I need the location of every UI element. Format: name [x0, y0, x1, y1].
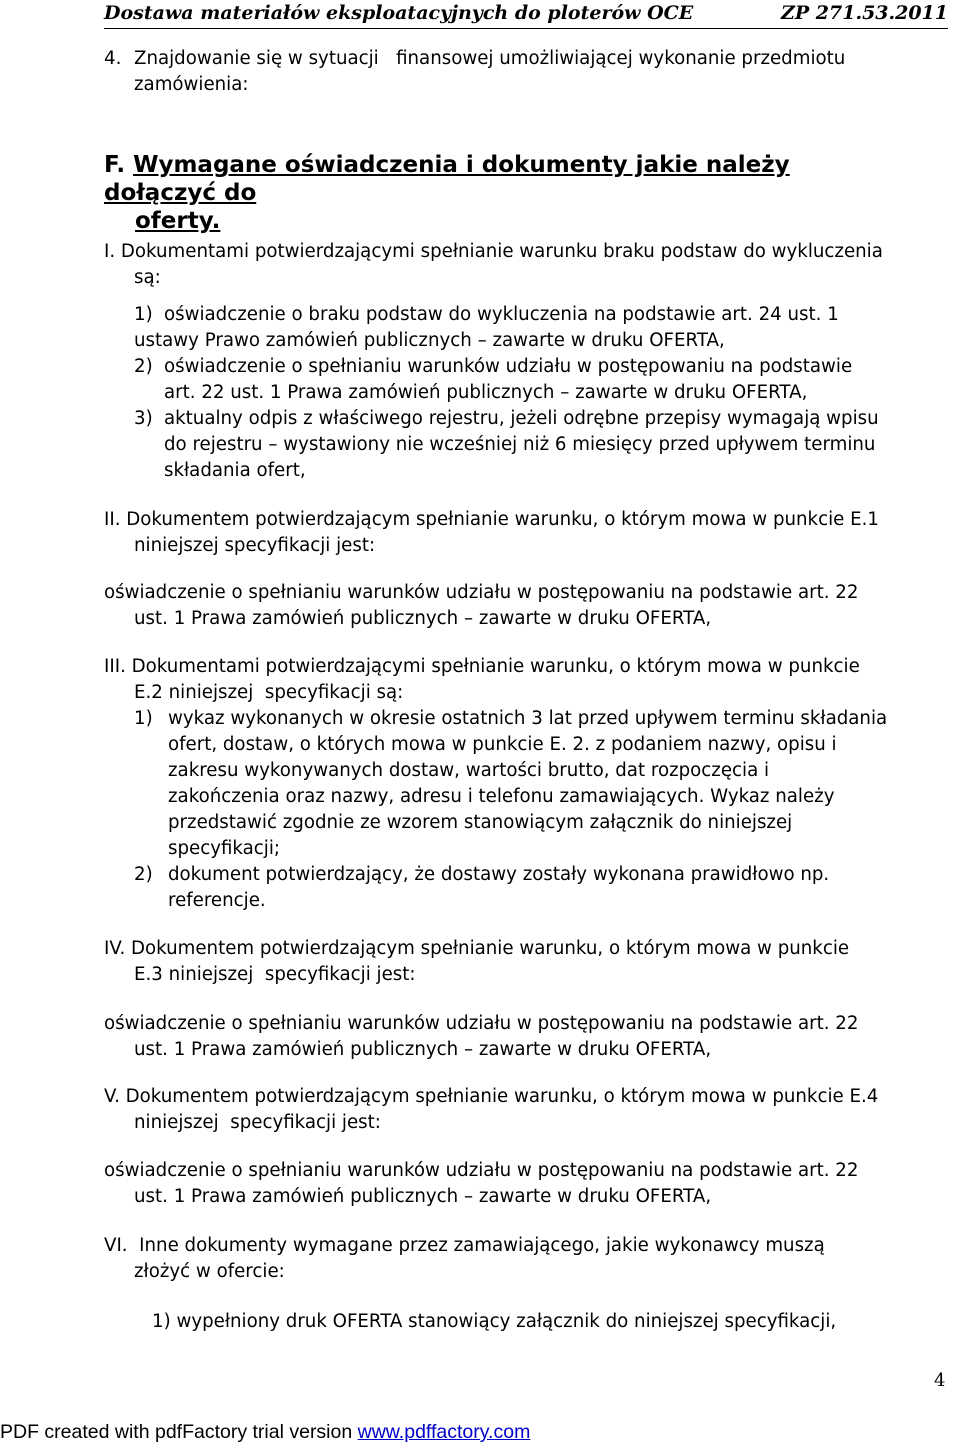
section-v-statement-line2: ust. 1 Prawa zamówień publicznych – zawarte w druku OFERTA,	[134, 1186, 712, 1207]
section-ii-statement-line2: ust. 1 Prawa zamówień publicznych – zawarte w druku OFERTA,	[134, 608, 712, 629]
section-i-item1-line2: ustawy Prawo zamówień publicznych – zawarte w druku OFERTA,	[134, 330, 725, 351]
section-f-line1: Wymagane oświadczenia i dokumenty jakie należy dołączyć do	[104, 152, 790, 206]
section-iii-item1-line2: ofert, dostaw, o których mowa w punkcie E. 2. z podaniem nazwy, opisu i	[168, 734, 837, 755]
section-ii-line1: II. Dokumentem potwierdzającym spełnianie warunku, o którym mowa w punkcie E.1	[104, 509, 879, 530]
section-i-item3-line2: do rejestru – wystawiony nie wcześniej niż 6 miesięcy przed upływem terminu	[164, 434, 876, 455]
section-f-label: F.	[104, 152, 126, 178]
header-reference: ZP 271.53.2011	[781, 2, 948, 24]
section-v-line1: V. Dokumentem potwierdzającym spełnianie warunku, o którym mowa w punkcie E.4	[104, 1086, 879, 1107]
section-iii-item1-line4: zakończenia oraz nazwy, adresu i telefonu zamawiających. Wykaz należy	[168, 786, 835, 807]
section-i-item3-line3: składania ofert,	[164, 460, 306, 481]
section-i-item3-line1: aktualny odpis z właściwego rejestru, jeżeli odrębne przepisy wymagają wpisu	[164, 408, 879, 429]
section-iii-line2: E.2 niniejszej specyfikacji są:	[134, 682, 404, 703]
footer-text: PDF created with pdfFactory trial version	[0, 1421, 358, 1443]
item-4-number: 4.	[104, 48, 122, 69]
section-f-line2: oferty.	[135, 208, 221, 234]
section-i-item3-number: 3)	[134, 408, 153, 429]
pdf-footer	[0, 1421, 530, 1444]
section-iii-item1-line1: wykaz wykonanych w okresie ostatnich 3 lat przed upływem terminu składania	[168, 708, 888, 729]
section-iv-statement-line2: ust. 1 Prawa zamówień publicznych – zawarte w druku OFERTA,	[134, 1039, 712, 1060]
page-number: 4	[934, 1370, 946, 1391]
section-vi-item1: 1) wypełniony druk OFERTA stanowiący załącznik do niniejszej specyfikacji,	[152, 1311, 837, 1332]
section-iv-line2: E.3 niniejszej specyfikacji jest:	[134, 964, 416, 985]
section-i-item1-number: 1)	[134, 304, 153, 325]
footer-link[interactable]: www.pdffactory.com	[357, 1421, 531, 1443]
section-ii-statement-line1: oświadczenie o spełnianiu warunków udziału w postępowaniu na podstawie art. 22	[104, 582, 859, 603]
section-i-item1-line1: oświadczenie o braku podstaw do wykluczenia na podstawie art. 24 ust. 1	[164, 304, 839, 325]
section-i-item2-line2: art. 22 ust. 1 Prawa zamówień publicznych – zawarte w druku OFERTA,	[164, 382, 808, 403]
section-iii-item2-line1: dokument potwierdzający, że dostawy zostały wykonana prawidłowo np.	[168, 864, 830, 885]
section-v-statement-line1: oświadczenie o spełnianiu warunków udziału w postępowaniu na podstawie art. 22	[104, 1160, 859, 1181]
section-iv-statement-line1: oświadczenie o spełnianiu warunków udziału w postępowaniu na podstawie art. 22	[104, 1013, 859, 1034]
header-title: Dostawa materiałów eksploatacyjnych do ploterów OCE	[104, 2, 694, 24]
section-iii-item1-line6: specyfikacji;	[168, 838, 281, 859]
section-vi-line2: złożyć w ofercie:	[134, 1261, 285, 1282]
document-header	[104, 2, 948, 29]
item-4-line1: Znajdowanie się w sytuacji finansowej umożliwiającej wykonanie przedmiotu	[134, 48, 846, 69]
section-f-title	[104, 151, 874, 235]
section-i-item2-number: 2)	[134, 356, 153, 377]
section-i-line2: są:	[134, 267, 161, 288]
section-i-item2-line1: oświadczenie o spełnianiu warunków udziału w postępowaniu na podstawie	[164, 356, 853, 377]
section-v-line2: niniejszej specyfikacji jest:	[134, 1112, 381, 1133]
section-iii-item1-number: 1)	[134, 708, 153, 729]
section-iii-item1-line5: przedstawić zgodnie ze wzorem stanowiącym załącznik do niniejszej	[168, 812, 793, 833]
section-iii-item2-line2: referencje.	[168, 890, 266, 911]
item-4-line2: zamówienia:	[134, 74, 249, 95]
section-iii-line1: III. Dokumentami potwierdzającymi spełnianie warunku, o którym mowa w punkcie	[104, 656, 860, 677]
section-iv-line1: IV. Dokumentem potwierdzającym spełnianie warunku, o którym mowa w punkcie	[104, 938, 850, 959]
section-ii-line2: niniejszej specyfikacji jest:	[134, 535, 376, 556]
section-vi-line1: VI. Inne dokumenty wymagane przez zamawiającego, jakie wykonawcy muszą	[104, 1235, 825, 1256]
section-iii-item2-number: 2)	[134, 864, 153, 885]
section-i-line1: I. Dokumentami potwierdzającymi spełnianie warunku braku podstaw do wykluczenia	[104, 241, 883, 262]
section-iii-item1-line3: zakresu wykonywanych dostaw, wartości brutto, dat rozpoczęcia i	[168, 760, 770, 781]
